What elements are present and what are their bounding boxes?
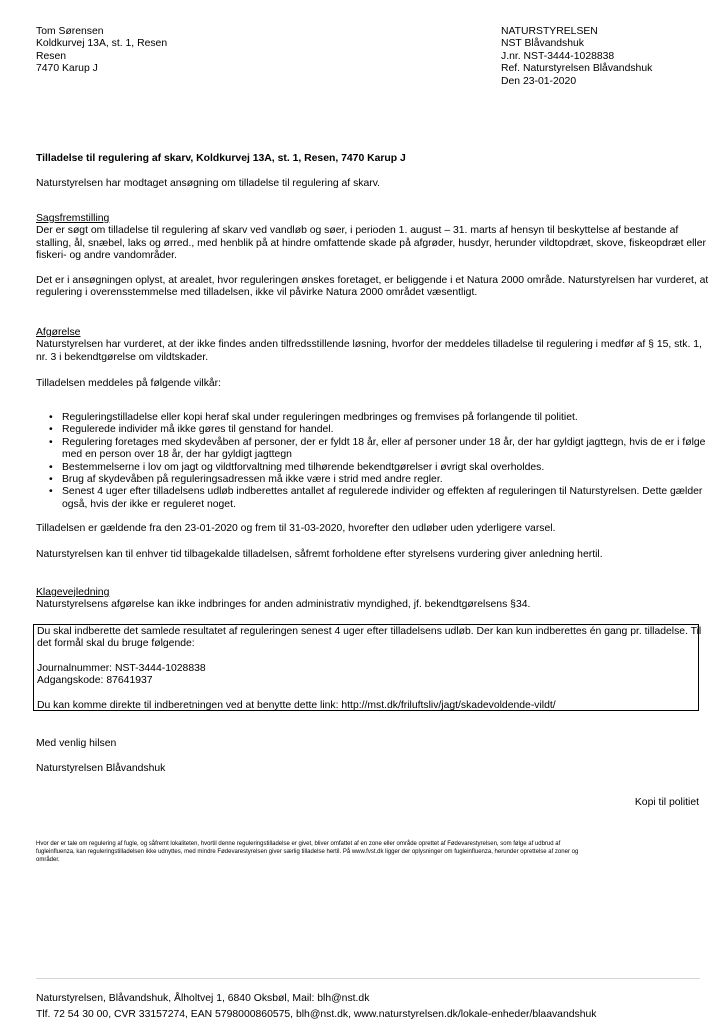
closing-text: Med venlig hilsen [36, 738, 117, 749]
sender-agency: NATURSTYRELSEN [501, 26, 598, 37]
box-line: Du skal indberette det samlede resultatet af reguleringen senest 4 uger efter tilladelsens udløb. Der kan kun indberettes én gang pr. tilladelse. Til [37, 626, 702, 637]
spacer [37, 688, 695, 700]
access-code-text: Adgangskode: 87641937 [37, 675, 153, 687]
list-item-text: • Regulerede individer må ikke gøres til genstand for handel. [62, 424, 334, 436]
list-item-text: • Senest 4 uger efter tilladelsens udløb indberettes antallet af regulerede individer og effekten af reguleringen til Naturstyrelsen. Dette gælder [62, 486, 703, 498]
letter-date: Den 23-01-2020 [501, 75, 577, 87]
paragraph-line: Naturstyrelsen har vurderet, at der ikke findes anden tilfredsstillende løsning, hvorfor der meddeles tilladelse til regulering i medfør af § 15, stk. 1, [36, 339, 702, 351]
paragraph-line: regulering i overensstemmelse med tilladelsen, ikke vil påvirke Natura 2000 området væsentligt. [36, 287, 478, 299]
footer-contact: Tlf. 72 54 30 00, CVR 33157274, EAN 5798000860575, blh@nst.dk, www.naturstyrelsen.dk/lokale-enheder/blaavandshuk [36, 1009, 597, 1021]
footer-address: Naturstyrelsen, Blåvandshuk, Ålholtvej 1, 6840 Oksbøl, Mail: blh@nst.dk [36, 993, 370, 1004]
intro-text: Naturstyrelsen har modtaget ansøgning om tilladelse til regulering af skarv. [36, 178, 381, 189]
signature-text: Naturstyrelsen Blåvandshuk [36, 763, 166, 774]
paragraph-line: Naturstyrelsens afgørelse kan ikke indbringes for anden administrativ myndighed, jf. bekendtgørelsens §34. [36, 599, 531, 611]
validity-text: Tilladelsen er gældende fra den 23-01-2020 og frem til 31-03-2020, hvorefter den udløber uden yderligere varsel. [36, 523, 556, 534]
report-link[interactable]: Du kan komme direkte til indberetningen ved at benytte dette link: http://mst.dk/friluftsliv/jagt/skadevoldende-vildt/ [37, 699, 556, 711]
paragraph-line: nr. 3 i bekendtgørelse om vildtskader. [36, 351, 209, 363]
section-klagevejledning [36, 587, 696, 612]
list-item-text: med en person over 18 år, der har gyldigt jagttegn [62, 449, 292, 461]
spacer [37, 651, 695, 663]
page-footer [36, 993, 596, 1022]
section-heading: Afgørelse [36, 327, 81, 338]
footnote [36, 840, 700, 864]
revoke-text: Naturstyrelsen kan til enhver tid tilbagekalde tilladelsen, såfremt forholdene efter styrelsens vurdering giver anledning hertil. [36, 549, 603, 560]
recipient-postcode: 7470 Karup J [36, 63, 98, 75]
section-heading: Klagevejledning [36, 587, 110, 598]
recipient-street: Koldkurvej 13A, st. 1, Resen [36, 38, 168, 50]
journal-number-text: Journalnummer: NST-3444-1028838 [37, 662, 206, 674]
reference: Ref. Naturstyrelsen Blåvandshuk [501, 63, 653, 75]
recipient-town: Resen [36, 50, 67, 62]
paragraph-line: Det er i ansøgningen oplyst, at arealet, hvor reguleringen ønskes foretaget, er beliggende i et Natura 2000 område. Naturstyrelsen har vurderet, at [36, 275, 709, 286]
list-item-text: • Brug af skydevåben på reguleringsadressen må ikke være i strid med andre regler. [62, 474, 443, 486]
copy-recipient: Kopi til politiet [634, 797, 699, 808]
list-item [62, 486, 703, 511]
list-item [62, 412, 698, 424]
list-item-text: også, hvis der ikke er reguleret noget. [62, 498, 236, 510]
list-item-text: • Bestemmelserne i lov om jagt og vildtforvaltning med tilhørende bekendtgørelser i øvrigt skal overholdes. [62, 461, 545, 473]
footer-divider [36, 978, 700, 979]
paragraph-line: stalling, ål, snæbel, laks og ørred., med henblik på at hindre omfattende skade på afgrøder, husdyr, herunder vildtopdræt, skove, fiskeopdræt eller [36, 237, 706, 249]
section-sagsfremstilling [36, 213, 706, 263]
report-instructions-box [33, 624, 702, 711]
paragraph-line: Der er søgt om tilladelse til regulering af skarv ved vandløb og søer, i perioden 1. august – 31. marts af hensyn til beskyttelse af bestande af [36, 225, 679, 237]
footnote-line: områder. [36, 857, 60, 863]
paragraph-line: fiskeri- og andre vandområder. [36, 250, 177, 262]
list-item [62, 424, 698, 436]
footnote-line: Hvor der er tale om regulering af fugle, og såfremt lokaliteten, hvortil denne reguleringstilladelse er givet, bliver omfattet af en zone eller område oprettet af Fødevarestyrelsen, som følge af udbrud af [36, 841, 561, 847]
recipient-name: Tom Sørensen [36, 26, 104, 37]
conditions-intro: Tilladelsen meddeles på følgende vilkår: [36, 378, 222, 389]
list-item [62, 474, 698, 486]
footnote-line: fugleinfluenza, kan reguleringstilladelsen ikke udnyttes, med mindre Fødevarestyrelsen giver særlig tilladelse hertil. På www.fvst.dk ligger der oplysninger om fugleinfluenza, herunder oprettelse af zoner og [36, 849, 579, 855]
section-heading: Sagsfremstilling [36, 213, 110, 224]
letter-subject: Tilladelse til regulering af skarv, Koldkurvej 13A, st. 1, Resen, 7470 Karup J [36, 153, 406, 164]
conditions-list [62, 412, 706, 511]
section-afgoerelse [36, 327, 702, 364]
sender-block [501, 26, 652, 88]
list-item-text: • Reguleringstilladelse eller kopi heraf skal under reguleringen medbringes og fremvises på forlangende til politiet. [62, 412, 578, 423]
natura-paragraph [36, 275, 709, 300]
list-item [62, 436, 706, 462]
list-item [62, 462, 698, 474]
list-item-text: • Regulering foretages med skydevåben af personer, der er fyldt 18 år, eller af personer under 18 år, der har gyldigt jagttegn, hvis de er i følge [62, 436, 706, 448]
sender-unit: NST Blåvandshuk [501, 38, 584, 50]
journal-number: J.nr. NST-3444-1028838 [501, 50, 615, 62]
recipient-address [36, 26, 167, 76]
box-line: det formål skal du bruge følgende: [37, 638, 195, 650]
